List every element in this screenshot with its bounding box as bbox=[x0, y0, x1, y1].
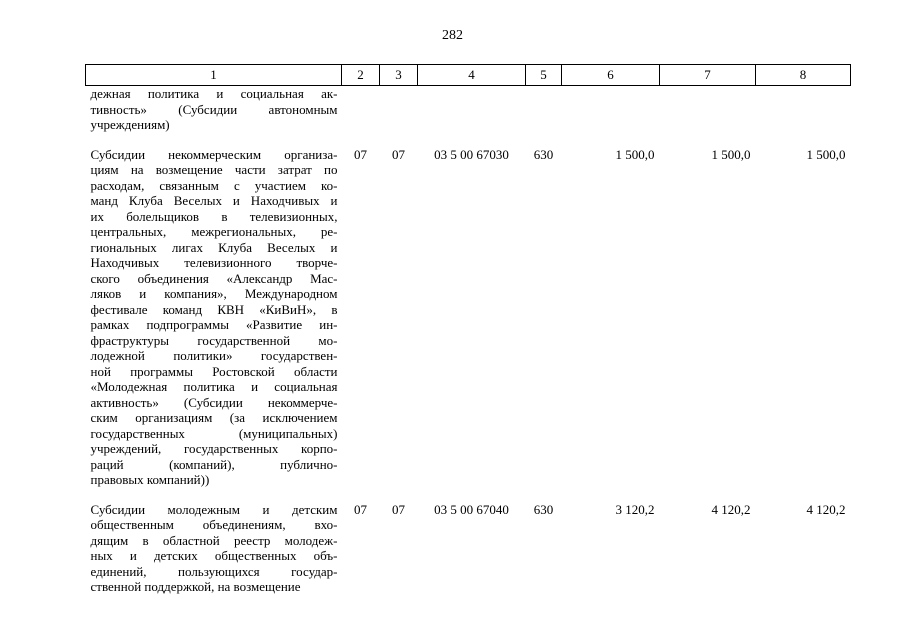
cell-expense-type: 630 bbox=[533, 146, 554, 162]
description-line: активность» (Субсидии некоммерче- bbox=[90, 394, 338, 410]
cell-target-article: 03 5 00 67040 bbox=[434, 501, 509, 517]
column-header-5: 5 bbox=[526, 65, 562, 86]
description-line: правовых компаний)) bbox=[90, 472, 210, 487]
description-line: циям на возмещение части затрат по bbox=[90, 162, 338, 177]
cell-subsection: 07 bbox=[392, 146, 405, 162]
column-header-8: 8 bbox=[756, 65, 851, 86]
description-line: манд Клуба Веселых и Находчивых и bbox=[90, 193, 338, 208]
description-line: государственных (муниципальных) bbox=[90, 425, 338, 441]
description-line: Субсидии некоммерческим организа- bbox=[90, 146, 338, 162]
description-line: Субсидии молодежным и детским bbox=[90, 501, 338, 517]
cell-expense-type: 630 bbox=[533, 501, 554, 517]
row-description bbox=[86, 502, 342, 595]
description-line: ского объединения «Александр Мас- bbox=[90, 270, 338, 286]
description-line: гиональных лигах Клуба Веселых и bbox=[90, 239, 338, 255]
cell-amount-col6: 1 500,0 bbox=[615, 146, 655, 162]
column-header-1: 1 bbox=[86, 65, 342, 86]
description-line: Находчивых телевизионного творче- bbox=[90, 255, 338, 270]
description-line: «Молодежная политика и социальная bbox=[90, 379, 338, 394]
description-line: учреждениям) bbox=[90, 117, 170, 132]
description-line: ским организациям (за исключением bbox=[90, 410, 338, 425]
cell-amount-col7: 1 500,0 bbox=[711, 146, 751, 162]
description-line: ных и детских общественных объ- bbox=[90, 548, 338, 563]
cell-target-article: 03 5 00 67030 bbox=[434, 146, 509, 162]
page-number: 282 bbox=[442, 28, 463, 43]
column-header-4: 4 bbox=[418, 65, 526, 86]
cell-section bbox=[342, 86, 380, 133]
column-header-3: 3 bbox=[380, 65, 418, 86]
cell-amount-col8: 1 500,0 bbox=[806, 146, 846, 162]
column-header-6: 6 bbox=[562, 65, 660, 86]
row-description bbox=[86, 147, 342, 488]
table-row bbox=[86, 86, 851, 133]
description-line: учреждений, государственных корпо- bbox=[90, 441, 338, 456]
description-line: лодежной политики» государствен- bbox=[90, 348, 338, 363]
description-line: раций (компаний), публично- bbox=[90, 456, 338, 472]
cell-section: 07 bbox=[354, 501, 367, 517]
description-line: ственной поддержкой, на возмещение bbox=[90, 579, 301, 594]
cell-amount-col7 bbox=[660, 86, 756, 133]
cell-section: 07 bbox=[354, 146, 367, 162]
table-row bbox=[86, 502, 851, 595]
description-line: фестивале команд КВН «КиВиН», в bbox=[90, 301, 338, 317]
description-line: единений, пользующихся государ- bbox=[90, 563, 338, 579]
description-line: ной программы Ростовской области bbox=[90, 363, 338, 379]
table-header-row bbox=[86, 65, 851, 86]
cell-amount-col8: 4 120,2 bbox=[806, 501, 846, 517]
cell-amount-col6: 3 120,2 bbox=[615, 501, 655, 517]
row-spacer bbox=[86, 133, 851, 147]
description-line: рамках подпрограммы «Развитие ин- bbox=[90, 317, 338, 332]
description-line: общественным объединениям, вхо- bbox=[90, 517, 338, 532]
cell-amount-col6 bbox=[562, 86, 660, 133]
description-line: расходам, связанным с участием ко- bbox=[90, 177, 338, 193]
description-line: ляков и компания», Международном bbox=[90, 286, 338, 301]
row-spacer bbox=[86, 488, 851, 502]
description-line: фраструктуры государственной мо- bbox=[90, 332, 338, 348]
cell-expense-type bbox=[526, 86, 562, 133]
description-line: дежная политика и социальная ак- bbox=[90, 86, 338, 101]
table-row bbox=[86, 147, 851, 488]
description-line: центральных, межрегиональных, ре- bbox=[90, 224, 338, 239]
cell-amount-col7: 4 120,2 bbox=[711, 501, 751, 517]
row-description bbox=[86, 86, 342, 133]
cell-amount-col8 bbox=[756, 86, 851, 133]
description-line: тивность» (Субсидии автономным bbox=[90, 101, 338, 117]
cell-subsection bbox=[380, 86, 418, 133]
column-header-2: 2 bbox=[342, 65, 380, 86]
column-header-7: 7 bbox=[660, 65, 756, 86]
cell-target-article bbox=[418, 86, 526, 133]
cell-subsection: 07 bbox=[392, 501, 405, 517]
description-line: дящим в областной реестр молодеж- bbox=[90, 532, 338, 548]
description-line: их болельщиков в телевизионных, bbox=[90, 208, 338, 224]
budget-table bbox=[85, 64, 851, 595]
